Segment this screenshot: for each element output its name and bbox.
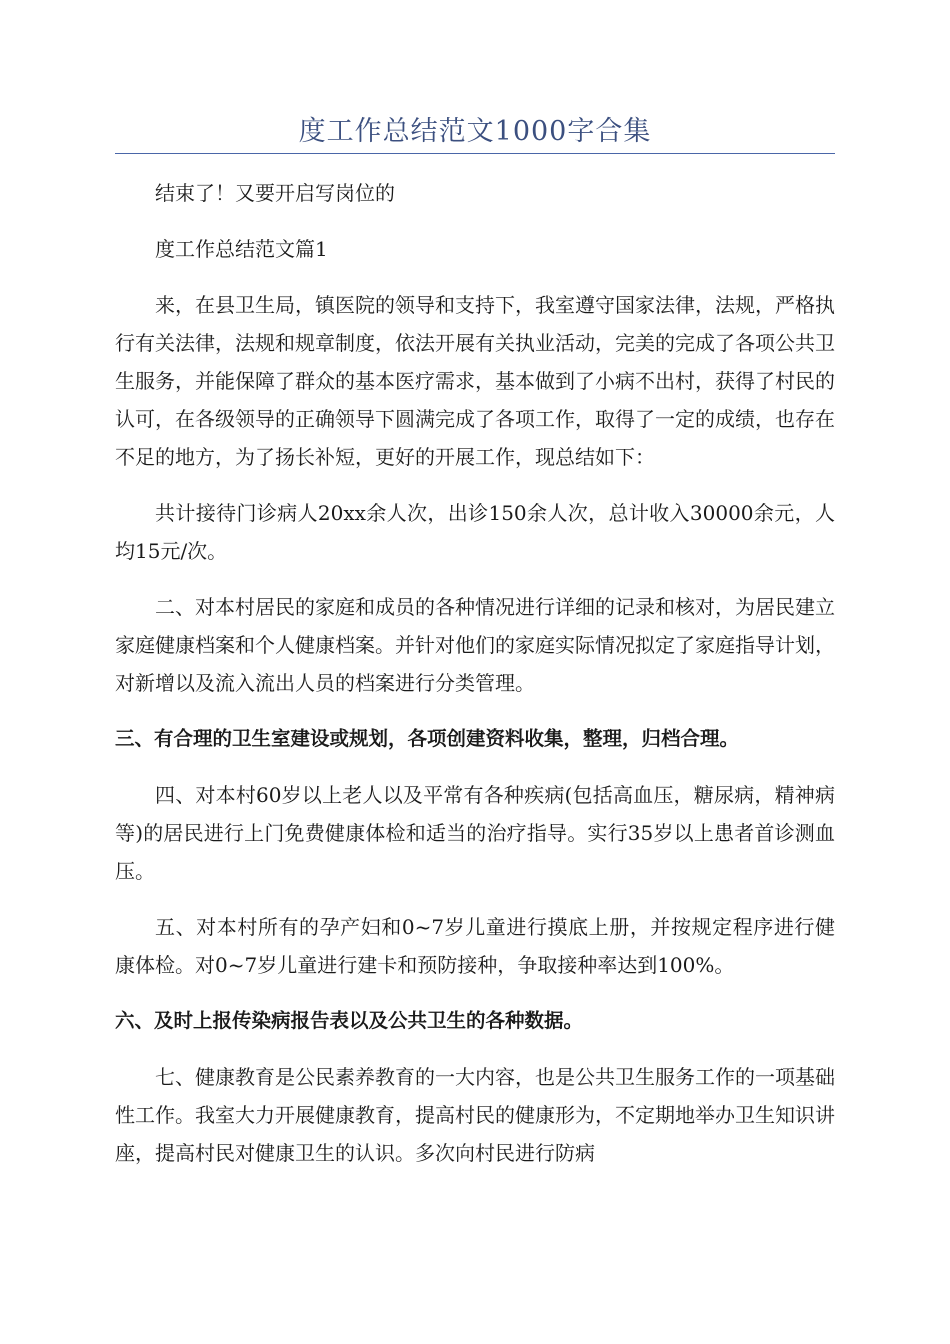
paragraph-item-2: 二、对本村居民的家庭和成员的各种情况进行详细的记录和核对，为居民建立家庭健康档案和个人健康档案。并针对他们的家庭实际情况拟定了家庭指导计划，对新增以及流入流出人员的档案进行分类管理。 [115,595,835,695]
paragraph-item-3: 三、有合理的卫生室建设或规划，各项创建资料收集，整理，归档合理。 [115,727,740,750]
title-underline [115,153,835,154]
paragraph-item-4: 四、对本村60岁以上老人以及平常有各种疾病(包括高血压，糖尿病，精神病等)的居民进行上门免费健康体检和适当的治疗指导。实行35岁以上患者首诊测血压。 [115,783,835,883]
document-title: 度工作总结范文1000字合集 [298,116,652,147]
paragraph-heading: 度工作总结范文篇1 [155,237,328,261]
paragraph-overview: 来，在县卫生局，镇医院的领导和支持下，我室遵守国家法律，法规，严格执行有关法律，法规和规章制度，依法开展有关执业活动，完美的完成了各项公共卫生服务，并能保障了群众的基本医疗需求，基本做到了小病不出村，获得了村民的认可，在各级领导的正确领导下圆满完成了各项工作，取得了一定的成绩，也存在不足的地方，为了扬长补短，更好的开展工作，现总结如下： [115,293,835,469]
paragraph-item-6: 六、及时上报传染病报告表以及公共卫生的各种数据。 [115,1009,584,1032]
paragraph-item-7: 七、健康教育是公民素养教育的一大内容，也是公共卫生服务工作的一项基础性工作。我室大力开展健康教育，提高村民的健康形为，不定期地举办卫生知识讲座，提高村民对健康卫生的认识。多次向村民进行防病 [115,1065,835,1165]
document-body [115,174,835,1190]
paragraph-statistics: 共计接待门诊病人20xx余人次，出诊150余人次，总计收入30000余元，人均15元/次。 [115,501,835,563]
paragraph-item-5: 五、对本村所有的孕产妇和0~7岁儿童进行摸底上册，并按规定程序进行健康体检。对0~7岁儿童进行建卡和预防接种，争取接种率达到100%。 [115,915,835,977]
paragraph-intro: 结束了！又要开启写岗位的 [155,181,395,205]
